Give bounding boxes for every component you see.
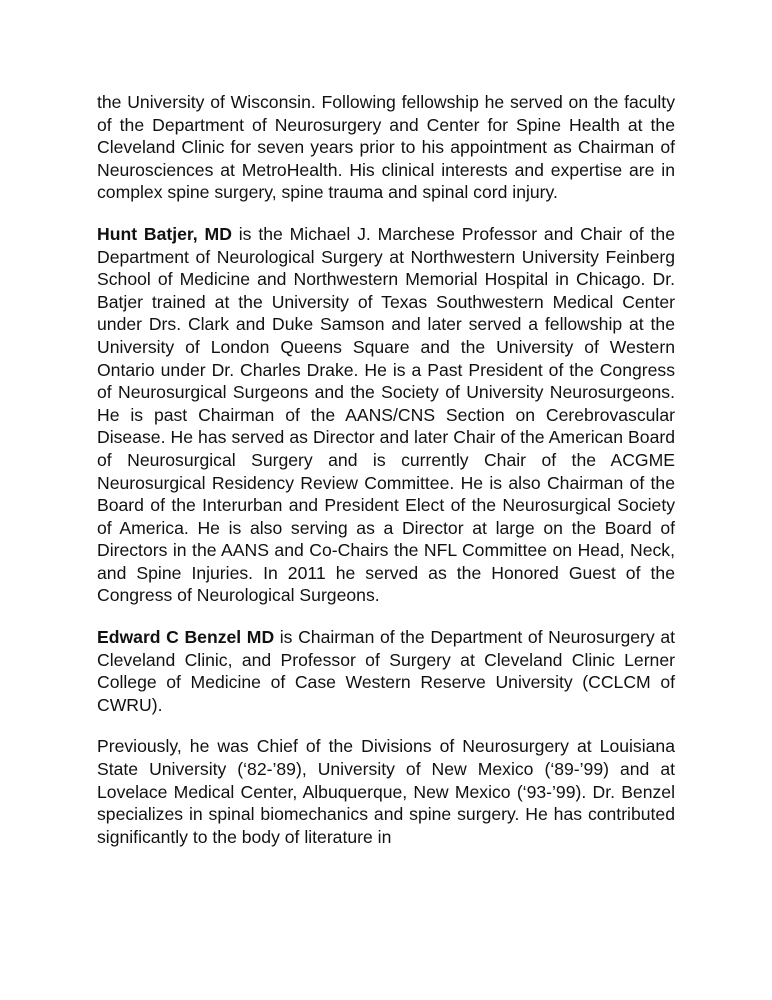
paragraph-text: Previously, he was Chief of the Divisions of Neurosurgery at Louisiana State University (‘82-’89), University of New Mexico (‘89-’99) and at Lovelace Medical Center, Albuquerque, New Mexico (‘93-’99). Dr. Benzel specializes in spinal biomechanics and spine surgery. He has contributed significantly to the body of literature in	[97, 736, 675, 847]
bio-paragraph-benzel-previously	[97, 735, 675, 848]
paragraph-text: is the Michael J. Marchese Professor and Chair of the Department of Neurological Surgery at Northwestern University Feinberg School of Medicine and Northwestern Memorial Hospital in Chicago. Dr. Batjer trained at the University of Texas Southwestern Medical Center under Drs. Clark and Duke Samson and later served a fellowship at the University of London Queens Square and the University of Western Ontario under Dr. Charles Drake. He is a Past President of the Congress of Neurosurgical Surgeons and the Society of University Neurosurgeons. He is past Chairman of the AANS/CNS Section on Cerebrovascular Disease. He has served as Director and later Chair of the American Board of Neurosurgical Surgery and is currently Chair of the ACGME Neurosurgical Residency Review Committee. He is also Chairman of the Board of the Interurban and President Elect of the Neurosurgical Society of America. He is also serving as a Director at large on the Board of Directors in the AANS and Co-Chairs the NFL Committee on Head, Neck, and Spine Injuries. In 2011 he served as the Honored Guest of the Congress of Neurological Surgeons.	[97, 223, 676, 606]
bio-paragraph-wisconsin	[97, 91, 675, 204]
paragraph-text: the University of Wisconsin. Following fellowship he served on the faculty of the Department of Neurosurgery and Center for Spine Health at the Cleveland Clinic for seven years prior to his appointment as Chairman of Neurosciences at MetroHealth. His clinical interests and expertise are in complex spine surgery, spine trauma and spinal cord injury.	[97, 92, 675, 203]
bio-paragraph-benzel	[97, 626, 675, 716]
bio-paragraph-batjer	[97, 223, 675, 607]
document-page	[97, 91, 675, 867]
person-name: Hunt Batjer, MD	[97, 223, 232, 244]
person-name: Edward C Benzel MD	[97, 627, 275, 648]
paragraph-text: is Chairman of the Department of Neurosurgery at Cleveland Clinic, and Professor of Surgery at Cleveland Clinic Lerner College of Medicine of Case Western Reserve University (CCLCM of CWRU).	[97, 627, 676, 715]
